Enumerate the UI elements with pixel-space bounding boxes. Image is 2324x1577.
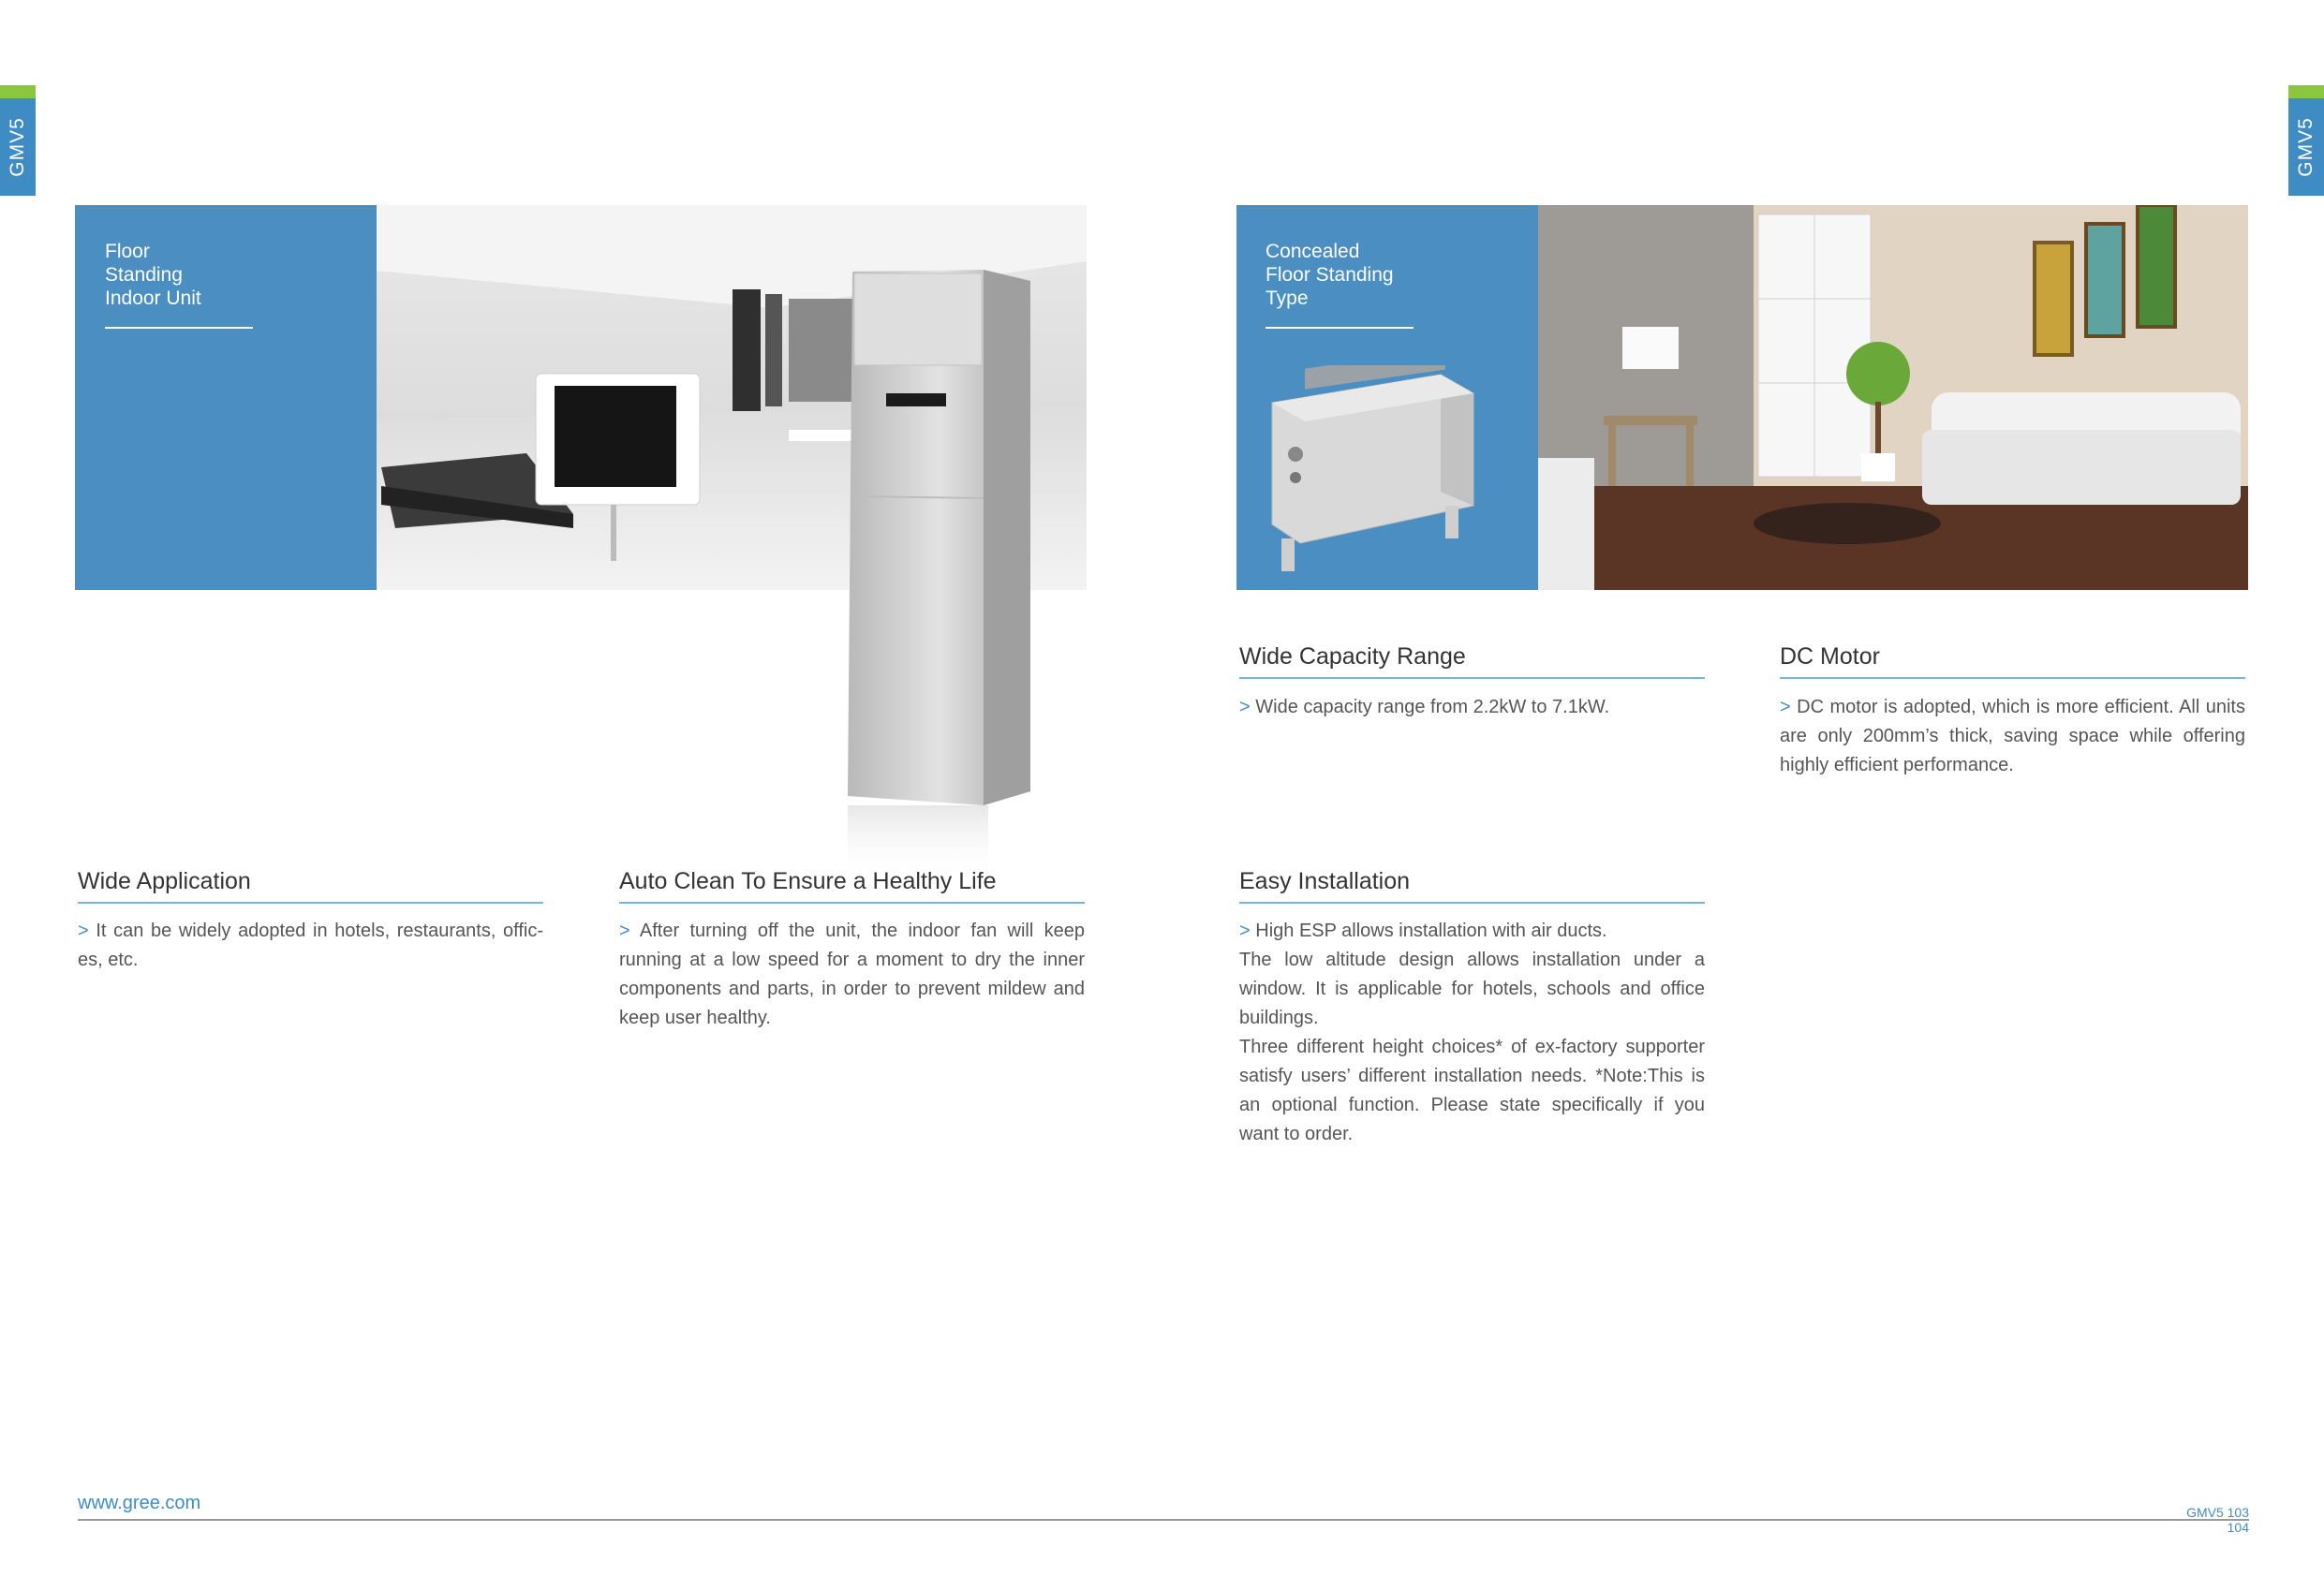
- bullet-marker: >: [1239, 697, 1251, 717]
- footer-website-link[interactable]: www.gree.com: [78, 1493, 201, 1513]
- wide-application-text: [78, 917, 543, 975]
- side-tab-accent: [0, 85, 36, 98]
- bullet-marker: >: [78, 921, 89, 941]
- wide-capacity-body: Wide capacity range from 2.2kW to 7.1kW.: [1255, 697, 1610, 717]
- section-rule: [1239, 902, 1705, 904]
- dc-motor-title: DC Motor: [1780, 643, 1880, 670]
- section-rule: [1239, 677, 1705, 679]
- footer-rule: [78, 1519, 2249, 1521]
- bullet-marker: >: [619, 921, 630, 941]
- concealed-unit-image: [1263, 365, 1478, 581]
- side-tab-label: GMV5: [7, 117, 29, 177]
- section-rule: [78, 902, 543, 904]
- easy-installation-paragraph-3: Three different height choices* of ex-factory supporter satisfy users’ different installation needs. *Note:This is an optional function. Please state specifically if you want to order.: [1239, 1037, 1705, 1144]
- panel-title-rule: [1266, 327, 1414, 329]
- auto-clean-title: Auto Clean To Ensure a Healthy Life: [619, 868, 997, 894]
- auto-clean-body: After turning off the unit, the indoor fan will keep running at a low speed for a moment to dry the inner components and parts, in order to prevent mildew and keep user healthy.: [619, 921, 1085, 1028]
- page-label: GMV5 103: [2186, 1505, 2249, 1520]
- living-room-photo: [1538, 205, 2248, 590]
- side-tab-right: [2288, 85, 2324, 196]
- dc-motor-text: [1780, 693, 2245, 780]
- auto-clean-text: [619, 917, 1085, 1033]
- panel-title-rule: [105, 327, 253, 329]
- page-number: 104: [2227, 1520, 2249, 1535]
- wide-application-body: It can be widely adopted in hotels, restaurants, offic-es, etc.: [78, 921, 543, 970]
- easy-installation-body: High ESP allows installation with air ducts.: [1255, 921, 1607, 941]
- bullet-marker: >: [1780, 697, 1791, 717]
- bullet-marker: >: [1239, 921, 1251, 941]
- dc-motor-body: DC motor is adopted, which is more efficient. All units are only 200mm’s thick, saving space while offering highly efficient performance.: [1780, 697, 2245, 775]
- concealed-floor-title: Concealed Floor Standing Type: [1266, 241, 1394, 309]
- easy-installation-text: [1239, 917, 1705, 1149]
- side-tab-left: [0, 85, 36, 196]
- side-tab-accent: [2288, 85, 2324, 98]
- side-tab-label: GMV5: [2295, 117, 2317, 177]
- floor-standing-unit-image: [834, 262, 1040, 880]
- section-rule: [1780, 677, 2245, 679]
- easy-installation-paragraph-2: The low altitude design allows installation under a window. It is applicable for hotels, schools and office buildings.: [1239, 950, 1705, 1028]
- easy-installation-title: Easy Installation: [1239, 868, 1411, 894]
- section-rule: [619, 902, 1085, 904]
- floor-standing-title: Floor Standing Indoor Unit: [105, 241, 201, 309]
- wide-capacity-title: Wide Capacity Range: [1239, 643, 1466, 670]
- wide-application-title: Wide Application: [78, 868, 251, 894]
- wide-capacity-text: [1239, 693, 1705, 722]
